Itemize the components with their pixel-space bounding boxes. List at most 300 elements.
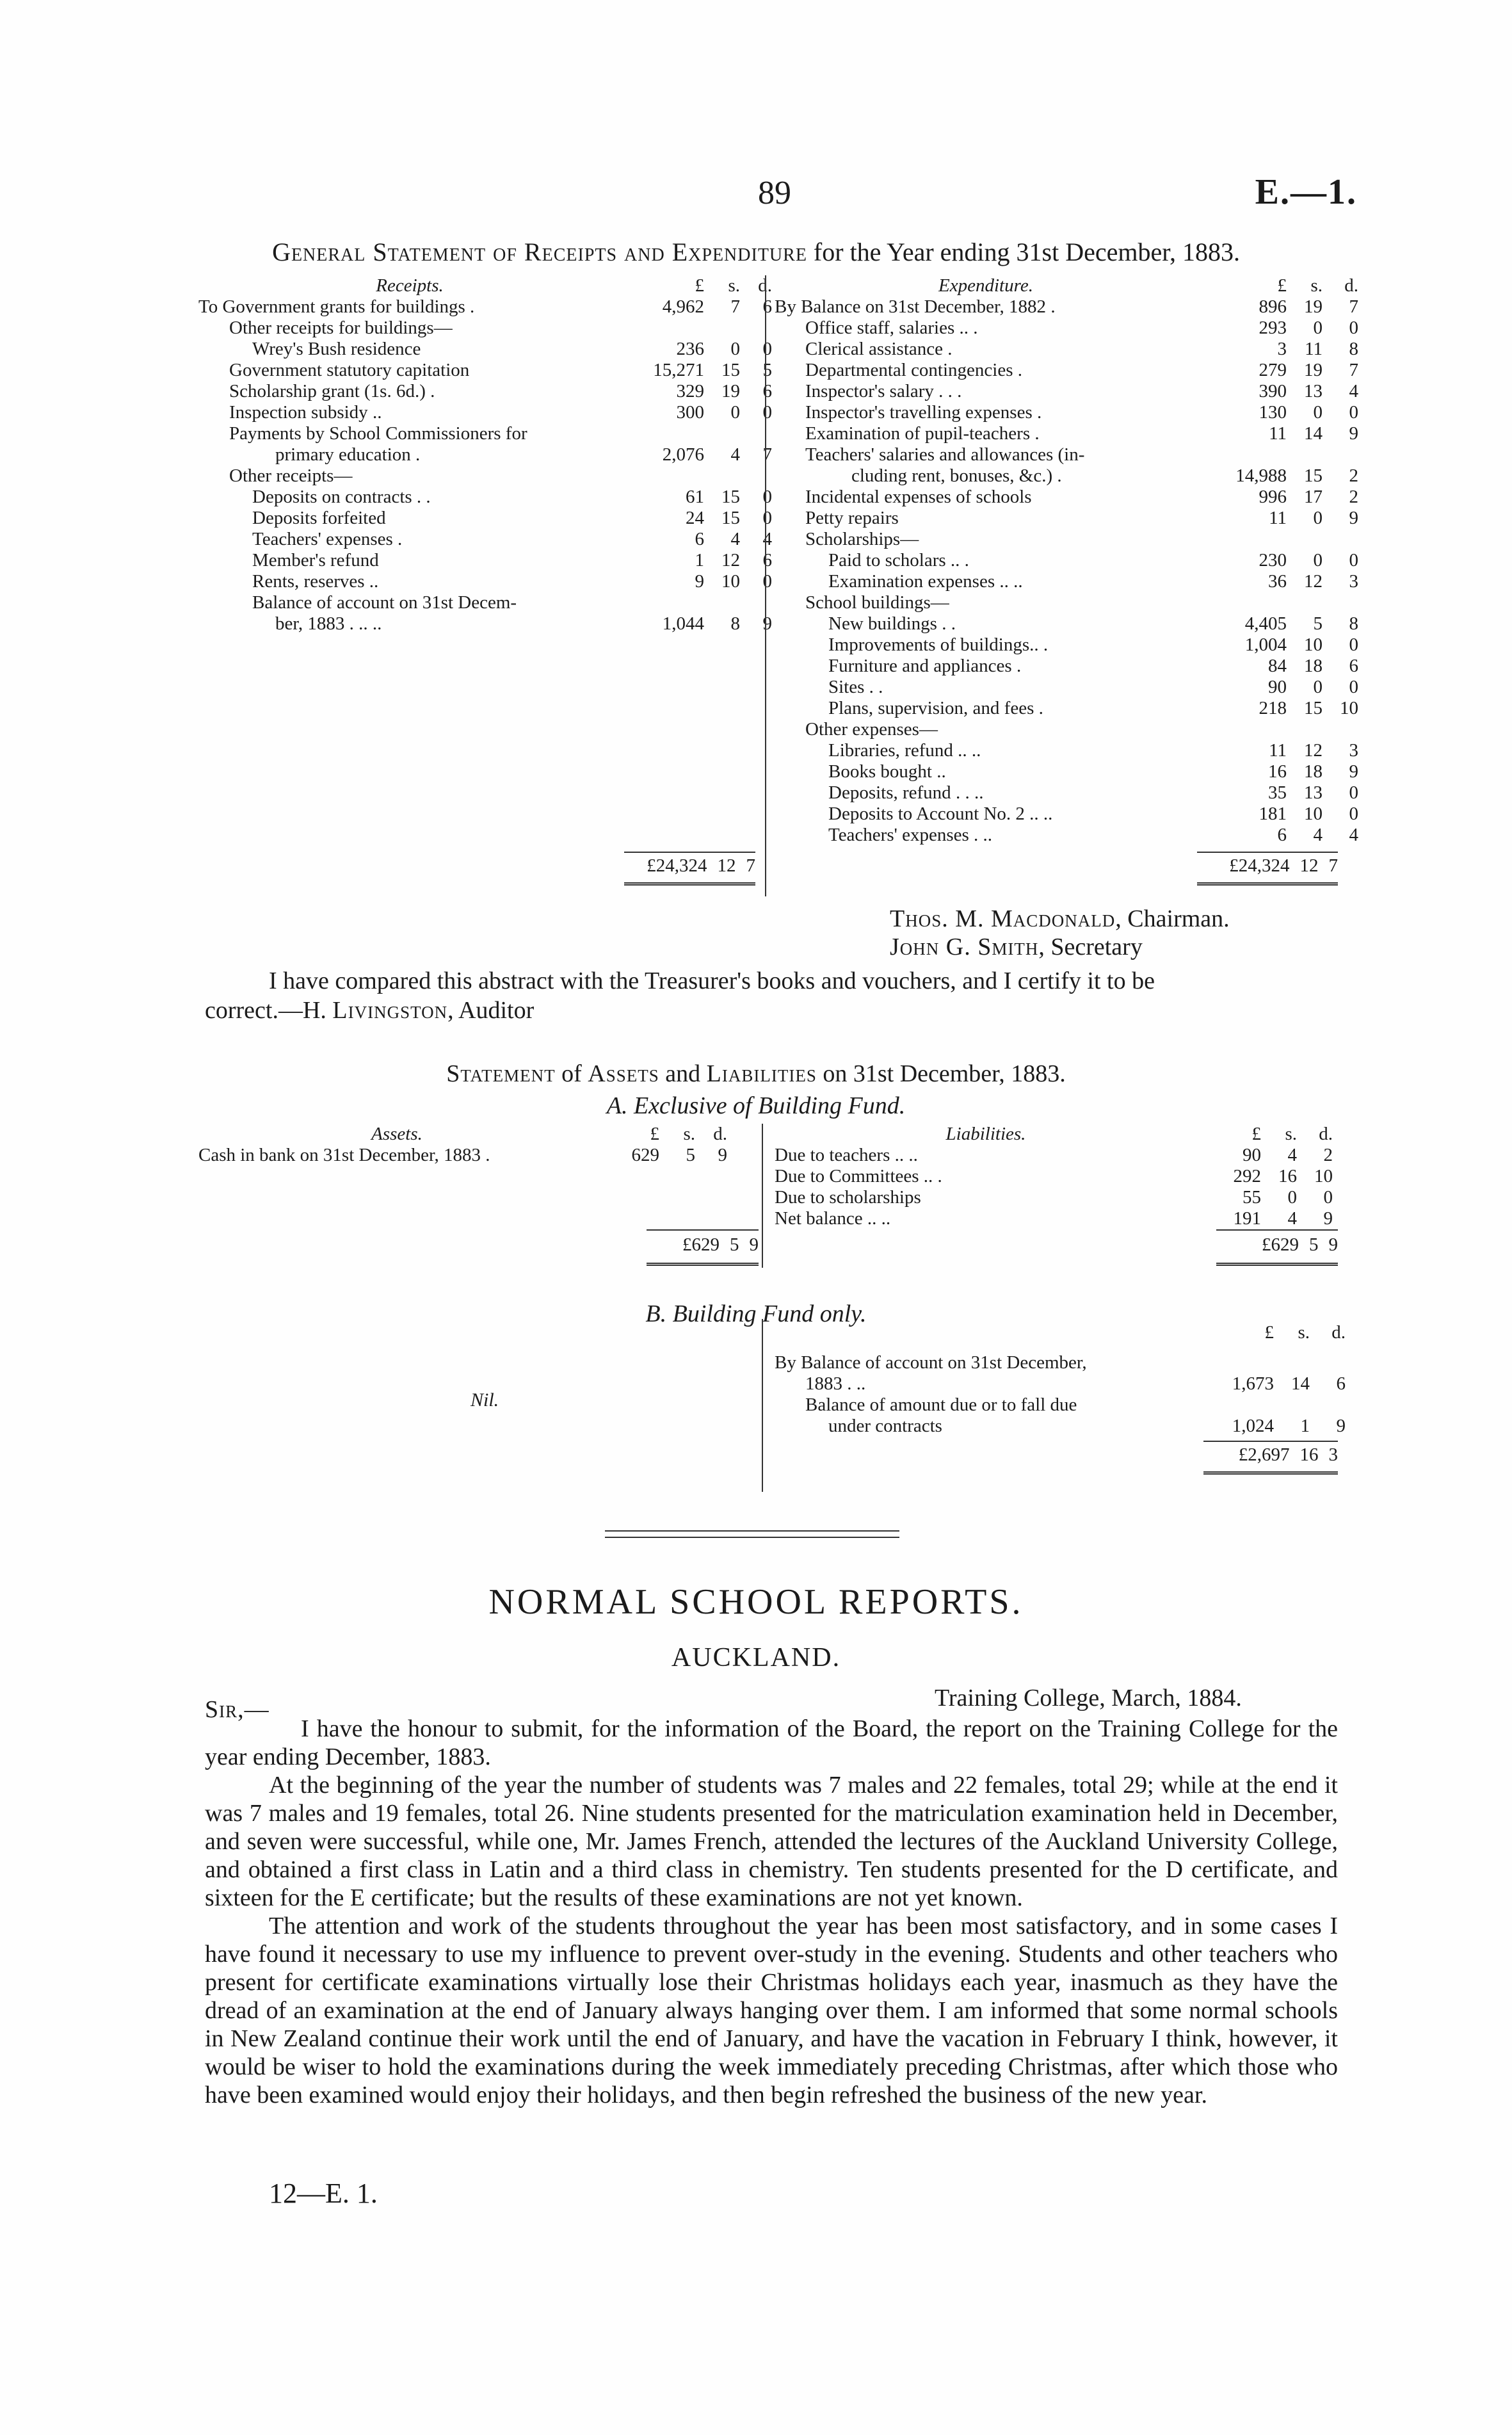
expenditure-amount-pence: 0: [1349, 550, 1358, 570]
liability-label: Due to Committees .. .: [775, 1166, 942, 1186]
liability-amount-pence: 2: [1323, 1145, 1333, 1165]
receipt-amount-pence: 6: [762, 550, 772, 570]
expenditure-amount-pounds: 218: [1259, 698, 1287, 718]
expenditure-amount-shillings: 0: [1313, 318, 1323, 338]
receipt-amount-pounds: 4,962: [662, 296, 704, 317]
chairman-signature: Thos. M. Macdonald, Chairman.: [890, 905, 1230, 932]
expenditure-amount-pounds: 996: [1259, 487, 1287, 507]
receipt-label: Member's refund: [252, 550, 379, 570]
expenditure-amount-pence: 0: [1349, 804, 1358, 824]
receipt-row: [198, 402, 772, 423]
expenditure-amount-pence: [1323, 444, 1358, 465]
expenditure-label: Office staff, salaries .. .: [805, 318, 978, 338]
receipts-total: [624, 855, 755, 877]
building-fund-label: Balance of amount due or to fall due: [805, 1395, 1077, 1415]
building-fund-amount-pence: [1310, 1352, 1346, 1373]
expenditure-amount-shillings: 12: [1304, 740, 1323, 761]
receipt-amount-shillings: [704, 423, 740, 444]
expenditure-row: [775, 339, 1358, 360]
expenditure-row: [775, 825, 1358, 846]
liability-amount-pounds: 292: [1233, 1166, 1261, 1186]
receipt-amount-pence: 4: [762, 529, 772, 549]
footer-signature-mark: 12—E. 1.: [269, 2178, 378, 2209]
expenditure-amount-shillings: 19: [1304, 360, 1323, 380]
receipt-amount-shillings: 15: [721, 508, 740, 528]
building-fund-amount-pounds: 1,024: [1232, 1416, 1274, 1436]
receipt-label: Other receipts for buildings—: [229, 318, 453, 338]
receipt-label: Deposits forfeited: [252, 508, 386, 528]
assets-liabilities-title: Statement of Assets and Liabilities on 31st December, 1883.: [446, 1060, 1066, 1087]
receipt-amount-pence: [740, 318, 772, 339]
expenditure-amount-pounds: 230: [1259, 550, 1287, 570]
expenditure-label: By Balance on 31st December, 1882 .: [775, 296, 1056, 317]
receipt-amount-pence: 7: [762, 444, 772, 465]
expenditure-label: Scholarships—: [805, 529, 919, 549]
expenditure-block: [775, 275, 1358, 846]
expenditure-amount-pence: 2: [1349, 487, 1358, 507]
section-a-liabilities-total-rule: [1216, 1229, 1338, 1231]
section-a-liabilities: [775, 1124, 1333, 1229]
expenditure-amount-pounds: 6: [1277, 825, 1287, 845]
expenditure-amount-pence: 0: [1349, 318, 1358, 338]
receipt-amount-shillings: 4: [730, 444, 740, 465]
secretary-signature: John G. Smith, Secretary: [890, 934, 1143, 960]
leader-dots: .: [943, 339, 953, 359]
receipt-row: [198, 571, 772, 592]
expenditure-label: Incidental expenses of schools: [805, 487, 1032, 507]
expenditure-row: [775, 360, 1358, 381]
expenditure-row: [775, 487, 1358, 508]
receipt-amount-shillings: 4: [730, 529, 740, 549]
leader-dots: . .: [412, 487, 431, 507]
liability-amount-pounds: 90: [1243, 1145, 1261, 1165]
report-body: [205, 1715, 1338, 2109]
section-b-total: £2,697 16 3: [1238, 1444, 1338, 1465]
receipt-row: [198, 508, 772, 529]
liability-row: [775, 1145, 1333, 1166]
receipt-amount-pounds: 24: [686, 508, 704, 528]
expenditure-label: Books bought ..: [828, 761, 946, 782]
receipts-heading: Receipts.: [376, 275, 444, 296]
expenditure-label: Sites . .: [828, 677, 883, 697]
section-b-total-rule: [1203, 1441, 1338, 1442]
expenditure-amount-shillings: 13: [1304, 782, 1323, 803]
leader-dots: .: [465, 296, 475, 317]
expenditure-amount-pounds: 35: [1268, 782, 1287, 803]
expenditure-amount-shillings: 17: [1304, 487, 1323, 507]
expenditure-row: [775, 381, 1358, 402]
expenditure-row: [775, 698, 1358, 719]
currency-head-shillings: s.: [1298, 1322, 1310, 1343]
leader-dots: . ..: [969, 825, 993, 845]
expenditure-label: Inspector's travelling expenses .: [805, 402, 1042, 423]
receipt-amount-pence: 0: [762, 508, 772, 528]
receipt-amount-pence: [740, 465, 772, 487]
expenditure-amount-pence: 7: [1349, 360, 1358, 380]
receipt-amount-pence: 0: [762, 339, 772, 359]
leader-dots: ..: [367, 402, 382, 423]
receipt-amount-shillings: 19: [721, 381, 740, 401]
liability-label: Net balance .. ..: [775, 1208, 891, 1229]
liability-label: Due to scholarships: [775, 1187, 921, 1208]
building-fund-amount-pounds: [1197, 1352, 1274, 1373]
leader-dots: . .: [937, 613, 956, 634]
expenditure-label: cluding rent, bonuses, &c.) .: [851, 465, 1062, 486]
expenditure-total: [1197, 855, 1338, 877]
expenditure-amount-pence: 6: [1349, 656, 1358, 676]
receipt-amount-shillings: [704, 465, 740, 487]
section-b-double-rule: [1203, 1471, 1338, 1475]
expenditure-amount-shillings: 10: [1304, 804, 1323, 824]
expenditure-label: Teachers' salaries and allowances (in-: [805, 444, 1085, 465]
section-a-liabilities-total: £629 5 9: [1262, 1234, 1338, 1255]
liability-amount-pence: 0: [1323, 1187, 1333, 1208]
currency-head-shillings: s.: [1285, 1124, 1297, 1144]
building-fund-amount-pence: [1310, 1395, 1346, 1416]
expenditure-row: [775, 635, 1358, 656]
audit-certificate-line2: correct.—H. Livingston, Auditor: [205, 997, 535, 1024]
liability-row: [775, 1187, 1333, 1208]
receipt-label: Wrey's Bush residence: [252, 339, 421, 359]
expenditure-row: [775, 740, 1358, 761]
expenditure-label: Inspector's salary . . .: [805, 381, 962, 401]
liabilities-heading: Liabilities.: [945, 1124, 1026, 1144]
receipt-row: [198, 613, 772, 635]
expenditure-row: [775, 571, 1358, 592]
receipt-amount-pounds: 2,076: [662, 444, 704, 465]
receipt-label: primary education .: [275, 444, 421, 465]
expenditure-amount-shillings: [1287, 444, 1323, 465]
page-number: 89: [758, 175, 791, 211]
expenditure-amount-shillings: 5: [1313, 613, 1323, 634]
leader-dots: . . ..: [951, 782, 984, 803]
building-fund-label: By Balance of account on 31st December,: [775, 1352, 1087, 1373]
expenditure-amount-pounds: [1197, 444, 1287, 465]
leader-dots: .. ..: [890, 1145, 918, 1165]
currency-head-pence: d.: [758, 275, 772, 296]
currency-head-pounds: £: [695, 275, 704, 296]
expenditure-amount-pounds: 16: [1268, 761, 1287, 782]
expenditure-row: [775, 423, 1358, 444]
receipt-amount-shillings: 8: [730, 613, 740, 634]
section-separator-rule: [605, 1537, 899, 1538]
expenditure-amount-pence: 3: [1349, 740, 1358, 761]
receipt-amount-shillings: 10: [721, 571, 740, 592]
leader-dots: .: [1052, 465, 1062, 486]
receipt-label: Balance of account on 31st Decem-: [252, 592, 517, 613]
section-a-heading: A. Exclusive of Building Fund.: [606, 1092, 906, 1119]
leader-dots: .: [410, 444, 421, 465]
expenditure-amount-pounds: [1197, 592, 1287, 613]
expenditure-amount-pence: 0: [1349, 677, 1358, 697]
expenditure-label: School buildings—: [805, 592, 949, 613]
expenditure-label: Paid to scholars .. .: [828, 550, 969, 570]
expenditure-row: [775, 782, 1358, 804]
building-fund-row: [775, 1352, 1346, 1373]
leader-dots: . ..: [842, 1373, 866, 1394]
currency-head-pence: d.: [1331, 1322, 1346, 1343]
expenditure-amount-shillings: 12: [1304, 571, 1323, 592]
liability-amount-shillings: 4: [1287, 1145, 1297, 1165]
receipt-amount-pence: 5: [762, 360, 772, 380]
expenditure-amount-pounds: 390: [1259, 381, 1287, 401]
receipt-amount-pounds: 61: [686, 487, 704, 507]
receipt-amount-shillings: 12: [721, 550, 740, 570]
currency-head-shillings: s.: [1310, 275, 1323, 296]
receipt-label: Teachers' expenses .: [252, 529, 403, 549]
liability-amount-shillings: 0: [1287, 1187, 1297, 1208]
expenditure-amount-pounds: [1197, 719, 1287, 740]
receipt-amount-pounds: 1,044: [662, 613, 704, 634]
section-b-divider: [762, 1319, 763, 1492]
expenditure-amount-pence: 3: [1349, 571, 1358, 592]
receipt-label: ber, 1883 . .. ..: [275, 613, 382, 634]
expenditure-row: [775, 677, 1358, 698]
section-b-assets-nil: Nil.: [470, 1389, 499, 1411]
receipts-total-shillings: 12: [717, 855, 736, 876]
leader-dots: .. ..: [953, 740, 981, 761]
expenditure-amount-pence: 9: [1349, 508, 1358, 528]
expenditure-amount-shillings: [1287, 592, 1323, 613]
currency-head-shillings: s.: [683, 1124, 695, 1144]
expenditure-amount-shillings: 18: [1304, 656, 1323, 676]
expenditure-row: [775, 613, 1358, 635]
expenditure-row: [775, 508, 1358, 529]
expenditure-amount-shillings: 15: [1304, 698, 1323, 718]
expenditure-amount-pence: 9: [1349, 761, 1358, 782]
leader-dots: . .: [864, 677, 883, 697]
building-fund-amount-pounds: [1197, 1395, 1274, 1416]
receipt-label: Payments by School Commissioners for: [229, 423, 527, 444]
receipt-amount-pence: 9: [762, 613, 772, 634]
receipt-label: Other receipts—: [229, 465, 353, 486]
liability-amount-shillings: 4: [1287, 1208, 1297, 1229]
statement-column-divider: [765, 275, 766, 896]
receipt-amount-shillings: [704, 318, 740, 339]
expenditure-row: [775, 719, 1358, 740]
expenditure-amount-pence: 0: [1349, 402, 1358, 423]
expenditure-label: Furniture and appliances .: [828, 656, 1022, 676]
leader-dots: .: [1032, 402, 1042, 423]
building-fund-label: under contracts: [828, 1416, 942, 1436]
section-a-assets-header: [198, 1124, 727, 1145]
receipts-total-rule: [624, 852, 755, 853]
expenditure-row: [775, 444, 1358, 465]
expenditure-label: Other expenses—: [805, 719, 938, 740]
expenditure-amount-pounds: 181: [1259, 804, 1287, 824]
expenditure-amount-pence: [1323, 592, 1358, 613]
expenditure-amount-pence: 0: [1349, 635, 1358, 655]
currency-head-pence: d.: [1319, 1124, 1333, 1144]
receipt-amount-pounds: [621, 465, 704, 487]
receipt-row: [198, 381, 772, 402]
auckland-subtitle: AUCKLAND.: [671, 1643, 841, 1672]
receipt-amount-shillings: 0: [730, 402, 740, 423]
expenditure-label: Plans, supervision, and fees .: [828, 698, 1043, 718]
asset-label: Cash in bank on 31st December, 1883 .: [198, 1145, 490, 1165]
section-separator-rule: [605, 1530, 899, 1532]
building-fund-row: [775, 1416, 1346, 1437]
expenditure-amount-shillings: 13: [1304, 381, 1323, 401]
expenditure-row: [775, 296, 1358, 318]
leader-dots: .: [1030, 423, 1040, 444]
receipt-amount-pounds: [621, 592, 704, 613]
liability-amount-pounds: 55: [1243, 1187, 1261, 1208]
currency-head-pounds: £: [650, 1124, 659, 1144]
expenditure-amount-pence: 10: [1340, 698, 1358, 718]
receipt-row: [198, 339, 772, 360]
receipt-row: [198, 465, 772, 487]
receipt-row: [198, 487, 772, 508]
section-b-header: [775, 1322, 1346, 1343]
currency-head-pence: d.: [713, 1124, 727, 1144]
expenditure-amount-pence: [1323, 719, 1358, 740]
receipt-row: [198, 529, 772, 550]
expenditure-label: Examination of pupil-teachers .: [805, 423, 1040, 444]
section-a-assets: [198, 1124, 727, 1166]
asset-amount-pence: 9: [718, 1145, 727, 1165]
currency-head-pounds: £: [1264, 1322, 1274, 1343]
audit-certificate-line1: I have compared this abstract with the Treasurer's books and vouchers, and I certify it to be: [269, 967, 1155, 994]
building-fund-amount-pence: 6: [1336, 1373, 1346, 1394]
expenditure-amount-pounds: 279: [1259, 360, 1287, 380]
leader-dots: .. .: [919, 1166, 942, 1186]
asset-amount-pounds: 629: [631, 1145, 659, 1165]
expenditure-amount-shillings: [1287, 529, 1323, 550]
report-salutation: Sir,—: [205, 1696, 269, 1723]
expenditure-amount-shillings: 0: [1313, 508, 1323, 528]
liability-row: [775, 1208, 1333, 1229]
expenditure-amount-pence: 9: [1349, 423, 1358, 444]
expenditure-row: [775, 529, 1358, 550]
currency-head-pounds: £: [1251, 1124, 1261, 1144]
expenditure-amount-pence: 4: [1349, 381, 1358, 401]
leader-dots: ..: [1038, 804, 1053, 824]
receipt-row: [198, 360, 772, 381]
receipt-label: Deposits on contracts . .: [252, 487, 431, 507]
receipt-row: [198, 423, 772, 444]
currency-head-pounds: £: [1277, 275, 1287, 296]
expenditure-label: Departmental contingencies .: [805, 360, 1023, 380]
expenditure-amount-pence: 4: [1349, 825, 1358, 845]
receipt-amount-pence: 6: [762, 381, 772, 401]
liability-amount-pence: 9: [1323, 1208, 1333, 1229]
expenditure-total-pounds: £24,324: [1229, 855, 1290, 876]
expenditure-amount-pence: 0: [1349, 782, 1358, 803]
expenditure-amount-pounds: 90: [1268, 677, 1287, 697]
currency-head-shillings: s.: [728, 275, 740, 296]
receipt-amount-pence: 0: [762, 487, 772, 507]
building-fund-amount-pounds: 1,673: [1232, 1373, 1274, 1394]
receipt-amount-pounds: [621, 423, 704, 444]
leader-dots: .: [425, 381, 435, 401]
expenditure-header-row: [775, 275, 1358, 296]
receipt-label: Inspection subsidy ..: [229, 402, 382, 423]
expenditure-amount-pence: 2: [1349, 465, 1358, 486]
expenditure-amount-shillings: 19: [1304, 296, 1323, 317]
receipt-amount-pounds: [621, 318, 704, 339]
expenditure-amount-shillings: 0: [1313, 677, 1323, 697]
receipt-label: Rents, reserves ..: [252, 571, 379, 592]
leader-dots: .: [1034, 698, 1043, 718]
expenditure-row: [775, 550, 1358, 571]
expenditure-label: Improvements of buildings.. .: [828, 635, 1049, 655]
report-dateline: Training College, March, 1884.: [935, 1685, 1242, 1711]
expenditure-amount-pounds: 3: [1277, 339, 1287, 359]
receipt-amount-shillings: [704, 592, 740, 613]
receipt-row: [198, 318, 772, 339]
expenditure-amount-shillings: 10: [1304, 635, 1323, 655]
leader-dots: .. ..: [995, 571, 1023, 592]
receipt-amount-pounds: 300: [676, 402, 704, 423]
expenditure-amount-pence: [1323, 529, 1358, 550]
section-a-liabilities-double-rule: [1216, 1263, 1338, 1266]
leader-dots: .: [1038, 635, 1049, 655]
expenditure-amount-pence: 7: [1349, 296, 1358, 317]
liability-amount-pence: 10: [1314, 1166, 1333, 1186]
expenditure-amount-shillings: 15: [1304, 465, 1323, 486]
expenditure-amount-pence: 8: [1349, 339, 1358, 359]
expenditure-amount-shillings: 0: [1313, 550, 1323, 570]
leader-dots: .: [969, 318, 978, 338]
expenditure-label: Deposits to Account No. 2 .. ..: [828, 804, 1053, 824]
receipt-amount-shillings: 15: [721, 360, 740, 380]
expenditure-amount-shillings: [1287, 719, 1323, 740]
section-a-assets-total-rule: [647, 1229, 759, 1231]
receipt-amount-pounds: 6: [695, 529, 704, 549]
expenditure-label: Clerical assistance .: [805, 339, 953, 359]
expenditure-row: [775, 761, 1358, 782]
expenditure-amount-pounds: 1,004: [1244, 635, 1287, 655]
expenditure-label: Deposits, refund . . ..: [828, 782, 984, 803]
receipt-row: [198, 592, 772, 613]
expenditure-row: [775, 318, 1358, 339]
receipt-label: To Government grants for buildings .: [198, 296, 475, 317]
leader-dots: .. ..: [862, 1208, 891, 1229]
expenditure-row: [775, 804, 1358, 825]
building-fund-amount-shillings: [1274, 1352, 1310, 1373]
expenditure-label: New buildings . .: [828, 613, 956, 634]
section-a-assets-double-rule: [647, 1263, 759, 1266]
receipt-amount-pence: [740, 423, 772, 444]
expenditure-amount-pounds: 11: [1269, 740, 1287, 761]
receipts-block: [198, 275, 772, 635]
leader-dots: ..: [931, 761, 946, 782]
receipt-amount-shillings: 7: [730, 296, 740, 317]
leader-dots: .: [481, 1145, 490, 1165]
section-a-assets-total: £629 5 9: [682, 1234, 759, 1255]
receipts-table: [198, 275, 772, 635]
receipt-amount-pence: 0: [762, 571, 772, 592]
building-fund-row: [775, 1395, 1346, 1416]
receipt-amount-pounds: 9: [695, 571, 704, 592]
leader-dots: .: [1046, 296, 1056, 317]
leader-dots: .: [392, 529, 403, 549]
receipt-label: Government statutory capitation: [229, 360, 470, 380]
leader-dots: .: [1011, 656, 1022, 676]
expenditure-amount-shillings: 14: [1304, 423, 1323, 444]
receipt-row: [198, 444, 772, 465]
expenditure-amount-pounds: [1197, 529, 1287, 550]
liability-amount-pounds: 191: [1233, 1208, 1261, 1229]
report-paragraph: At the beginning of the year the number of students was 7 males and 22 females, total 29; while at the end it was 7 males and 19 females, total 26. Nine students presented for the matriculation examination held in December, and seven were successful, while one, Mr. James French, attended the lectures of the Auckland University College, and obtained a first class in Latin and a third class in chemistry. Ten students presented for the D certificate, and sixteen for the E certificate; but the results of these examinations are not yet known.: [205, 1772, 1338, 1911]
receipt-amount-shillings: 15: [721, 487, 740, 507]
expenditure-row: [775, 656, 1358, 677]
receipt-amount-pounds: 1: [695, 550, 704, 570]
receipt-amount-pence: 6: [762, 296, 772, 317]
receipt-amount-pounds: 236: [676, 339, 704, 359]
receipt-amount-pence: [740, 592, 772, 613]
